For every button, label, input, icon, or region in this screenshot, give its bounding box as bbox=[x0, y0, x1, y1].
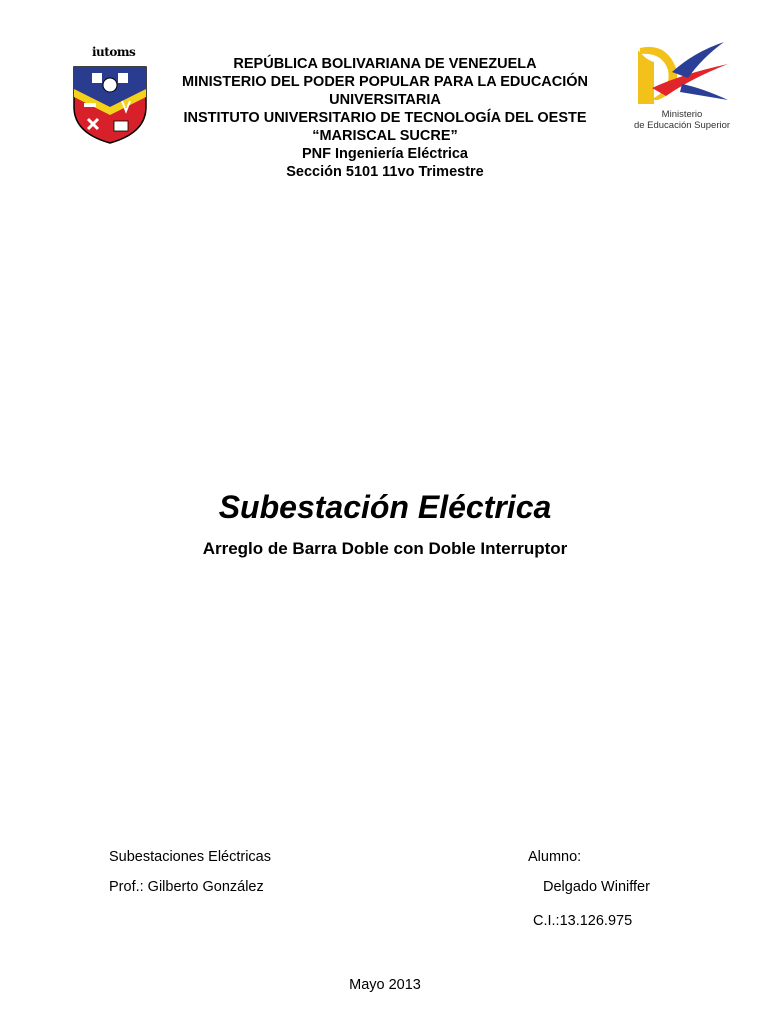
document-subtitle: Arreglo de Barra Doble con Doble Interruptor bbox=[202, 539, 568, 558]
header-line-program: PNF Ingeniería Eléctrica bbox=[301, 146, 468, 162]
course-name: Subestaciones Eléctricas bbox=[109, 849, 271, 865]
header-line-ministry: MINISTERIO DEL PODER POPULAR PARA LA EDUCACIÓN bbox=[181, 74, 589, 90]
professor-name: Prof.: Gilberto González bbox=[109, 879, 264, 895]
document-title: Subestación Eléctrica bbox=[218, 489, 552, 525]
ministry-emblem-icon bbox=[632, 38, 732, 108]
institute-crest-logo bbox=[70, 45, 150, 145]
ministry-logo bbox=[632, 38, 732, 148]
header-line-ministry-cont: UNIVERSITARIA bbox=[329, 92, 441, 108]
student-label: Alumno: bbox=[528, 849, 582, 865]
header-line-institute: INSTITUTO UNIVERSITARIO DE TECNOLOGÍA DEL OESTE bbox=[183, 110, 587, 126]
ministry-caption-line2: de Educación Superior bbox=[633, 120, 731, 131]
document-header bbox=[150, 55, 620, 181]
ministry-caption bbox=[632, 109, 732, 131]
student-name: Delgado Winiffer bbox=[543, 879, 650, 895]
crest-wordmark: iutoms bbox=[92, 45, 136, 59]
student-id: C.I.:13.126.975 bbox=[533, 913, 633, 929]
header-line-country: REPÚBLICA BOLIVARIANA DE VENEZUELA bbox=[233, 56, 537, 72]
document-date: Mayo 2013 bbox=[349, 977, 421, 993]
header-line-institute-name: “MARISCAL SUCRE” bbox=[312, 128, 458, 144]
header-line-section: Sección 5101 11vo Trimestre bbox=[286, 164, 484, 180]
crest-shield-icon bbox=[70, 45, 150, 145]
ministry-caption-line1: Ministerio bbox=[661, 109, 703, 120]
